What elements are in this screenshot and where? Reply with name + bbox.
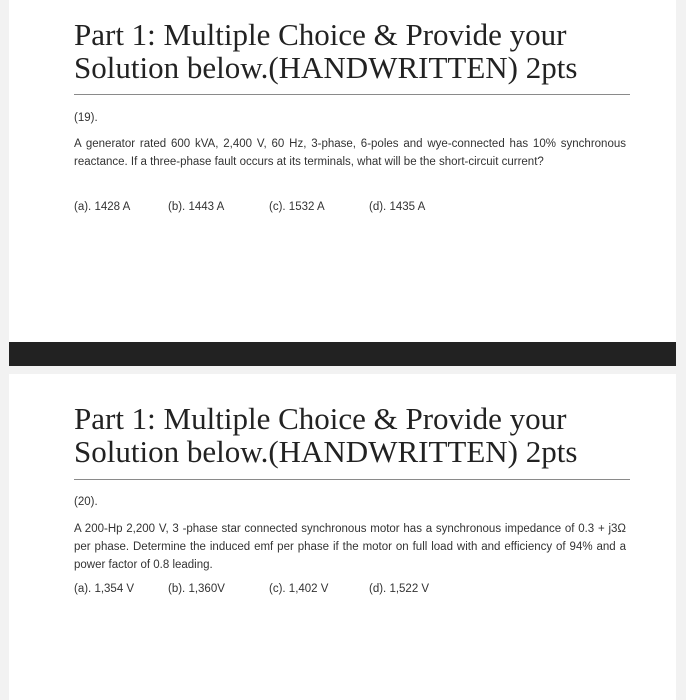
option-b[interactable]: (b). 1,360V [168, 583, 225, 595]
question-number: (20). [74, 496, 98, 508]
answer-options [74, 583, 634, 601]
option-c[interactable]: (c). 1,402 V [269, 583, 329, 595]
option-d[interactable]: (d). 1,522 V [369, 583, 430, 595]
title-divider [74, 94, 630, 95]
option-c[interactable]: (c). 1532 A [269, 201, 325, 213]
question-card-20 [9, 374, 676, 700]
question-number: (19). [74, 112, 98, 124]
question-text: A generator rated 600 kVA, 2,400 V, 60 Hz, 3-phase, 6-poles and wye-connected has 10% synchronous reactance. If a three-phase fault occurs at its terminals, what will be the short-circuit current? [74, 138, 626, 168]
question-title: Part 1: Multiple Choice & Provide your Solution below.(HANDWRITTEN) 2pts [74, 17, 578, 85]
section-separator [9, 342, 676, 366]
option-a[interactable]: (a). 1,354 V [74, 583, 135, 595]
option-b[interactable]: (b). 1443 A [168, 201, 225, 213]
question-card-19 [9, 0, 676, 342]
question-title: Part 1: Multiple Choice & Provide your Solution below.(HANDWRITTEN) 2pts [74, 401, 578, 469]
title-divider [74, 479, 630, 480]
option-a[interactable]: (a). 1428 A [74, 201, 131, 213]
answer-options [74, 201, 634, 219]
question-text: A 200-Hp 2,200 V, 3 -phase star connected synchronous motor has a synchronous impedance of 0.3 + j3Ω per phase. Determine the induced emf per phase if the motor on full load with and efficiency of 94% and a power factor of 0.8 leading. [74, 523, 626, 571]
option-d[interactable]: (d). 1435 A [369, 201, 426, 213]
